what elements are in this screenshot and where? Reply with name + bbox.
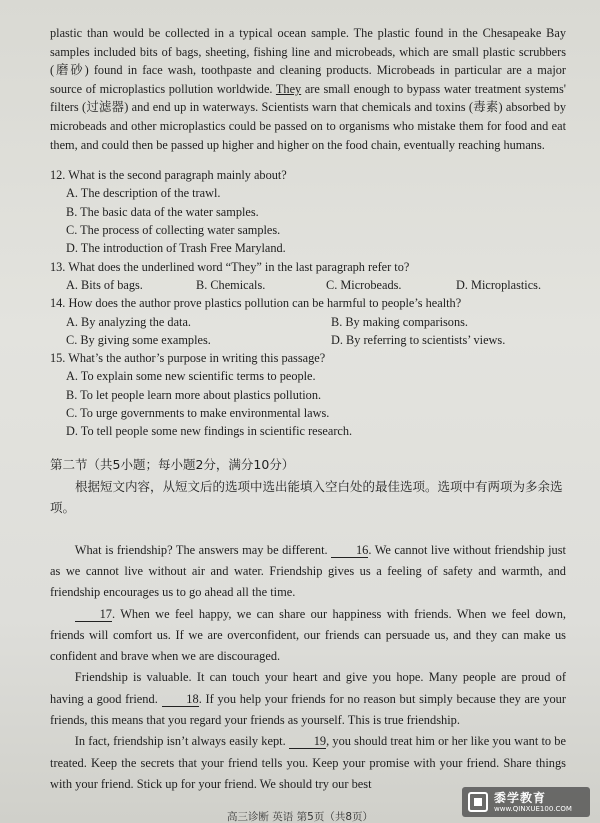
option-d[interactable]: D. Microplastics. <box>456 277 542 292</box>
cloze-text: What is friendship? The answers may be different. <box>74 542 332 557</box>
cloze-text: , you should treat him or her like you want to be treated. Keep the secrets that your friend tells you. Keep your promise with your friend. Share things with your friend. Stick up for your friend. We should try our best <box>50 734 566 791</box>
question-14 <box>50 294 566 349</box>
blank-17[interactable]: 17 <box>75 608 112 622</box>
option-a[interactable]: A. By analyzing the data. <box>66 314 191 329</box>
option-b[interactable]: B. Chemicals. <box>196 277 266 292</box>
option-a[interactable]: A. Bits of bags. <box>66 277 143 292</box>
options <box>50 276 566 294</box>
question-13 <box>50 258 566 295</box>
option-c[interactable]: C. Microbeads. <box>326 277 402 292</box>
cloze-text: . When we feel happy, we can share our happiness with friends. When we feel down, friends will comfort us. If we are overconfident, our friends can persuade us, and they can make us confident and brave when we are discouraged. <box>50 606 566 664</box>
cloze-passage <box>50 540 566 796</box>
section-2-instructions: 根据短文内容，从短文后的选项中选出能填入空白处的最佳选项。选项中有两项为多余选项。 <box>50 478 563 515</box>
cloze-text: . We cannot live without friendship just as we cannot live without air and water. Friendship gives us a feeling of safety and warmth, and friendship encourages us to go ahead all the time. <box>50 542 567 600</box>
cloze-text: In fact, friendship isn’t always easily kept. <box>74 734 289 749</box>
section-2-heading: 第二节（共5小题；每小题2分，满分10分） <box>50 456 295 472</box>
cloze-paragraph-3 <box>50 667 566 731</box>
watermark-name: 黍学教育 <box>494 790 547 805</box>
underlined-word-they: They <box>275 81 302 96</box>
option-d[interactable]: D. To tell people some new findings in scientific research. <box>66 424 353 439</box>
option-c[interactable]: C. The process of collecting water samples. <box>66 223 281 238</box>
option-b[interactable]: B. By making comparisons. <box>331 314 468 329</box>
cloze-paragraph-4 <box>50 731 566 795</box>
options-row-1 <box>50 313 566 331</box>
options <box>50 367 566 440</box>
blank-19[interactable]: 19 <box>289 735 326 749</box>
option-b[interactable]: B. The basic data of the water samples. <box>66 204 259 219</box>
question-stem: 13. What does the underlined word “They” in the last paragraph refer to? <box>50 259 410 274</box>
question-stem: 15. What’s the author’s purpose in writing this passage? <box>50 351 326 366</box>
brand-icon <box>468 792 488 812</box>
passage-text-part1: plastic than would be collected in a typical ocean sample. The plastic found in the Chesapeake Bay samples included bits of bags, sheeting, fishing line and microbeads, which are small plastic scrubbers (磨砂) found in face wash, toothpaste and cleaning products. Microbeads in particular are a major source of microplastics pollution worldwide. <box>50 26 566 96</box>
question-stem: 12. What is the second paragraph mainly about? <box>50 168 287 183</box>
cloze-text: . If you help your friends for no reason but simply because they are your friends, this means that you regard your friends as yourself. This is true friendship. <box>50 691 567 727</box>
blank-16[interactable]: 16 <box>331 544 368 558</box>
page-footer: 高三诊断 英语 第5页（共8页） <box>226 811 374 823</box>
option-a[interactable]: A. The description of the trawl. <box>66 186 221 201</box>
options <box>50 184 566 257</box>
option-b[interactable]: B. To let people learn more about plastics pollution. <box>66 387 322 402</box>
watermark-logo <box>462 787 590 817</box>
blank-18[interactable]: 18 <box>162 693 199 707</box>
option-a[interactable]: A. To explain some new scientific terms to people. <box>66 369 316 384</box>
cloze-text: Friendship is valuable. It can touch your heart and give you hope. Many people are proud of having a good friend. <box>50 670 566 706</box>
options-row-2 <box>50 331 566 349</box>
question-stem: 14. How does the author prove plastics pollution can be harmful to people’s health? <box>50 296 462 311</box>
option-d[interactable]: D. By referring to scientists’ views. <box>331 332 506 347</box>
watermark-text <box>494 791 572 814</box>
passage-text-part2: are small enough to bypass water treatment systems' filters (过滤器) and end up in waterways. Scientists warn that chemicals and toxins (毒素) absorbed by microbeads and other microplastics could be passed on to organisms who mistake them for food and eat them, and could then be passed up higher and higher on the food chain, eventually reaching humans. <box>50 81 566 152</box>
cloze-paragraph-2 <box>50 604 566 668</box>
question-15 <box>50 349 566 440</box>
passage-paragraph <box>50 24 566 154</box>
cloze-paragraph-1 <box>50 540 566 604</box>
watermark-url: www.QINXUE100.COM <box>494 804 572 813</box>
option-c[interactable]: C. By giving some examples. <box>66 332 211 347</box>
option-c[interactable]: C. To urge governments to make environmental laws. <box>66 406 330 421</box>
option-d[interactable]: D. The introduction of Trash Free Maryland. <box>66 241 286 256</box>
question-12 <box>50 166 566 257</box>
